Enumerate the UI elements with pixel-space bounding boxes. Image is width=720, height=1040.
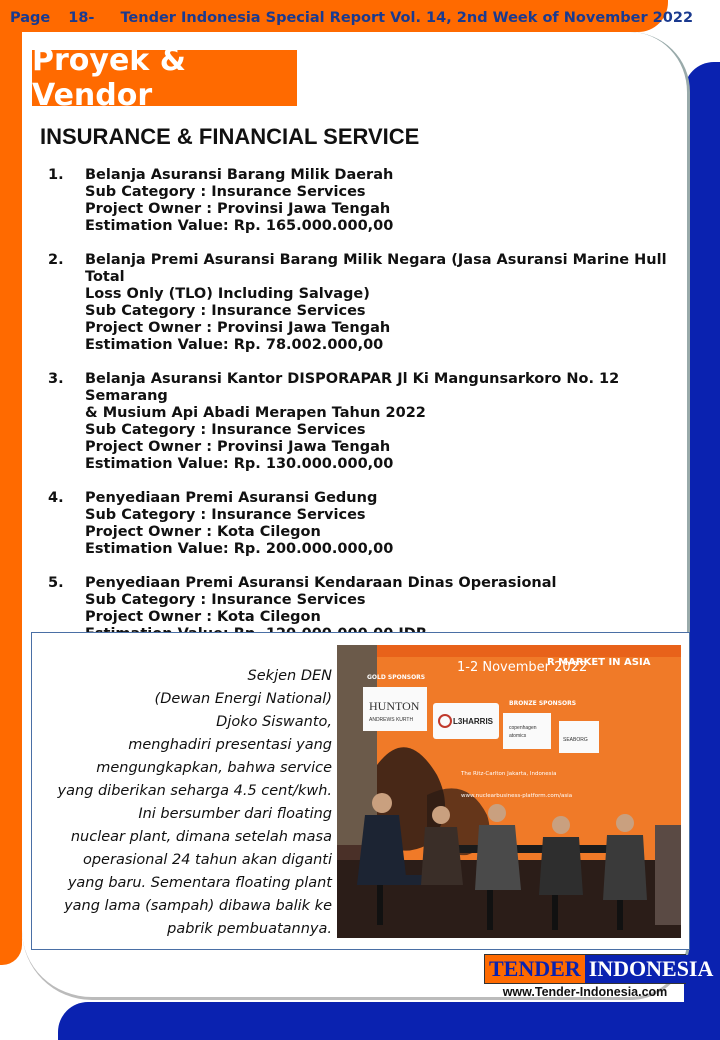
project-title: Belanja Premi Asuransi Barang Milik Negara (Jasa Asuransi Marine Hull Total bbox=[85, 252, 667, 285]
sponsor-hunton-sub: ANDREWS KURTH bbox=[369, 717, 414, 723]
project-owner: Project Owner : Kota Cilegon bbox=[85, 524, 321, 540]
sponsor-hunton: HUNTON bbox=[369, 699, 420, 713]
project-number: 1. bbox=[48, 167, 64, 183]
project-sub-category: Sub Category : Insurance Services bbox=[85, 422, 366, 438]
project-number: 5. bbox=[48, 575, 64, 591]
project-item bbox=[48, 167, 688, 235]
sponsor-l3harris: L3HARRIS bbox=[453, 717, 494, 726]
caption-line: (Dewan Energi National) bbox=[154, 691, 332, 707]
project-title: Belanja Asuransi Kantor DISPORAPAR Jl Ki Mangunsarkoro No. 12 Semarang bbox=[85, 371, 620, 404]
caption-line: yang lama (sampah) dibawa balik ke bbox=[64, 898, 332, 914]
project-sub-category: Sub Category : Insurance Services bbox=[85, 303, 366, 319]
project-owner: Project Owner : Provinsi Jawa Tengah bbox=[85, 201, 391, 217]
project-estimation: Estimation Value: Rp. 200.000.000,00 bbox=[85, 541, 394, 557]
banner-text: R MARKET IN ASIA bbox=[547, 657, 651, 668]
project-sub-category: Sub Category : Insurance Services bbox=[85, 507, 366, 523]
project-item bbox=[48, 252, 688, 354]
section-heading: INSURANCE & FINANCIAL SERVICE bbox=[40, 124, 420, 149]
sponsor-copenhagen-sub: atomics bbox=[509, 733, 527, 739]
project-owner: Project Owner : Kota Cilegon bbox=[85, 609, 321, 625]
caption-line: pabrik pembuatannya. bbox=[167, 921, 332, 937]
project-owner: Project Owner : Provinsi Jawa Tengah bbox=[85, 320, 391, 336]
website-link[interactable]: www.Tender-Indonesia.com bbox=[502, 985, 668, 999]
gold-sponsors-label: GOLD SPONSORS bbox=[367, 674, 426, 681]
caption-line: operasional 24 tahun akan diganti bbox=[82, 852, 332, 868]
photo-feature-box bbox=[31, 632, 690, 950]
sponsor-copenhagen: copenhagen bbox=[509, 725, 537, 731]
project-number: 3. bbox=[48, 371, 64, 387]
caption-line: yang baru. Sementara floating plant bbox=[67, 875, 332, 891]
caption-line: mengungkapkan, bahwa service bbox=[96, 760, 332, 776]
project-item bbox=[48, 490, 688, 558]
section-banner: Proyek & Vendor bbox=[32, 50, 297, 106]
project-sub-category: Sub Category : Insurance Services bbox=[85, 184, 366, 200]
caption-line: yang diberikan seharga 4.5 cent/kwh. bbox=[57, 783, 332, 799]
left-orange-border bbox=[0, 0, 22, 965]
project-sub-category: Sub Category : Insurance Services bbox=[85, 592, 366, 608]
tender-indonesia-logo bbox=[484, 954, 714, 1002]
event-photo-illustration bbox=[337, 645, 681, 938]
project-title: Penyediaan Premi Asuransi Kendaraan Dinas Operasional bbox=[85, 575, 557, 591]
caption-line: Ini bersumber dari floating bbox=[138, 806, 332, 822]
event-dates: 1-2 November 2022 bbox=[457, 660, 588, 675]
caption-line: nuclear plant, dimana setelah masa bbox=[70, 829, 332, 845]
sponsor-seaborg: SEABORG bbox=[563, 737, 588, 743]
project-title-cont: Loss Only (TLO) Including Salvage) bbox=[85, 286, 370, 302]
caption-line: Djoko Siswanto, bbox=[216, 714, 332, 730]
logo-indonesia: INDONESIA bbox=[585, 955, 718, 983]
caption-line: Sekjen DEN bbox=[247, 668, 332, 684]
caption-line: menghadiri presentasi yang bbox=[128, 737, 332, 753]
photo-caption bbox=[40, 665, 332, 941]
bronze-sponsors-label: BRONZE SPONSORS bbox=[509, 700, 577, 707]
project-estimation: Estimation Value: Rp. 165.000.000,00 bbox=[85, 218, 394, 234]
page-label: Page bbox=[10, 10, 51, 26]
project-item bbox=[48, 371, 688, 473]
website-text: www.nuclearbusiness-platform.com/asia bbox=[461, 793, 573, 799]
project-number: 2. bbox=[48, 252, 64, 268]
venue-text: The Ritz-Carlton Jakarta, Indonesia bbox=[461, 771, 557, 777]
publication-title: Tender Indonesia Special Report Vol. 14, 2nd Week of November 2022 bbox=[120, 10, 694, 26]
project-estimation: Estimation Value: Rp. 78.002.000,00 bbox=[85, 337, 384, 353]
bottom-blue-border bbox=[58, 1002, 720, 1040]
project-title: Penyediaan Premi Asuransi Gedung bbox=[85, 490, 378, 506]
project-estimation: Estimation Value: Rp. 130.000.000,00 bbox=[85, 456, 394, 472]
project-title-cont: & Musium Api Abadi Merapen Tahun 2022 bbox=[85, 405, 426, 421]
page-header bbox=[10, 7, 694, 29]
page-number: 18- bbox=[68, 10, 95, 26]
project-title: Belanja Asuransi Barang Milik Daerah bbox=[85, 167, 394, 183]
project-owner: Project Owner : Provinsi Jawa Tengah bbox=[85, 439, 391, 455]
event-photo bbox=[337, 645, 681, 938]
project-number: 4. bbox=[48, 490, 64, 506]
logo-tender: TENDER bbox=[485, 955, 585, 983]
project-list bbox=[48, 167, 688, 660]
